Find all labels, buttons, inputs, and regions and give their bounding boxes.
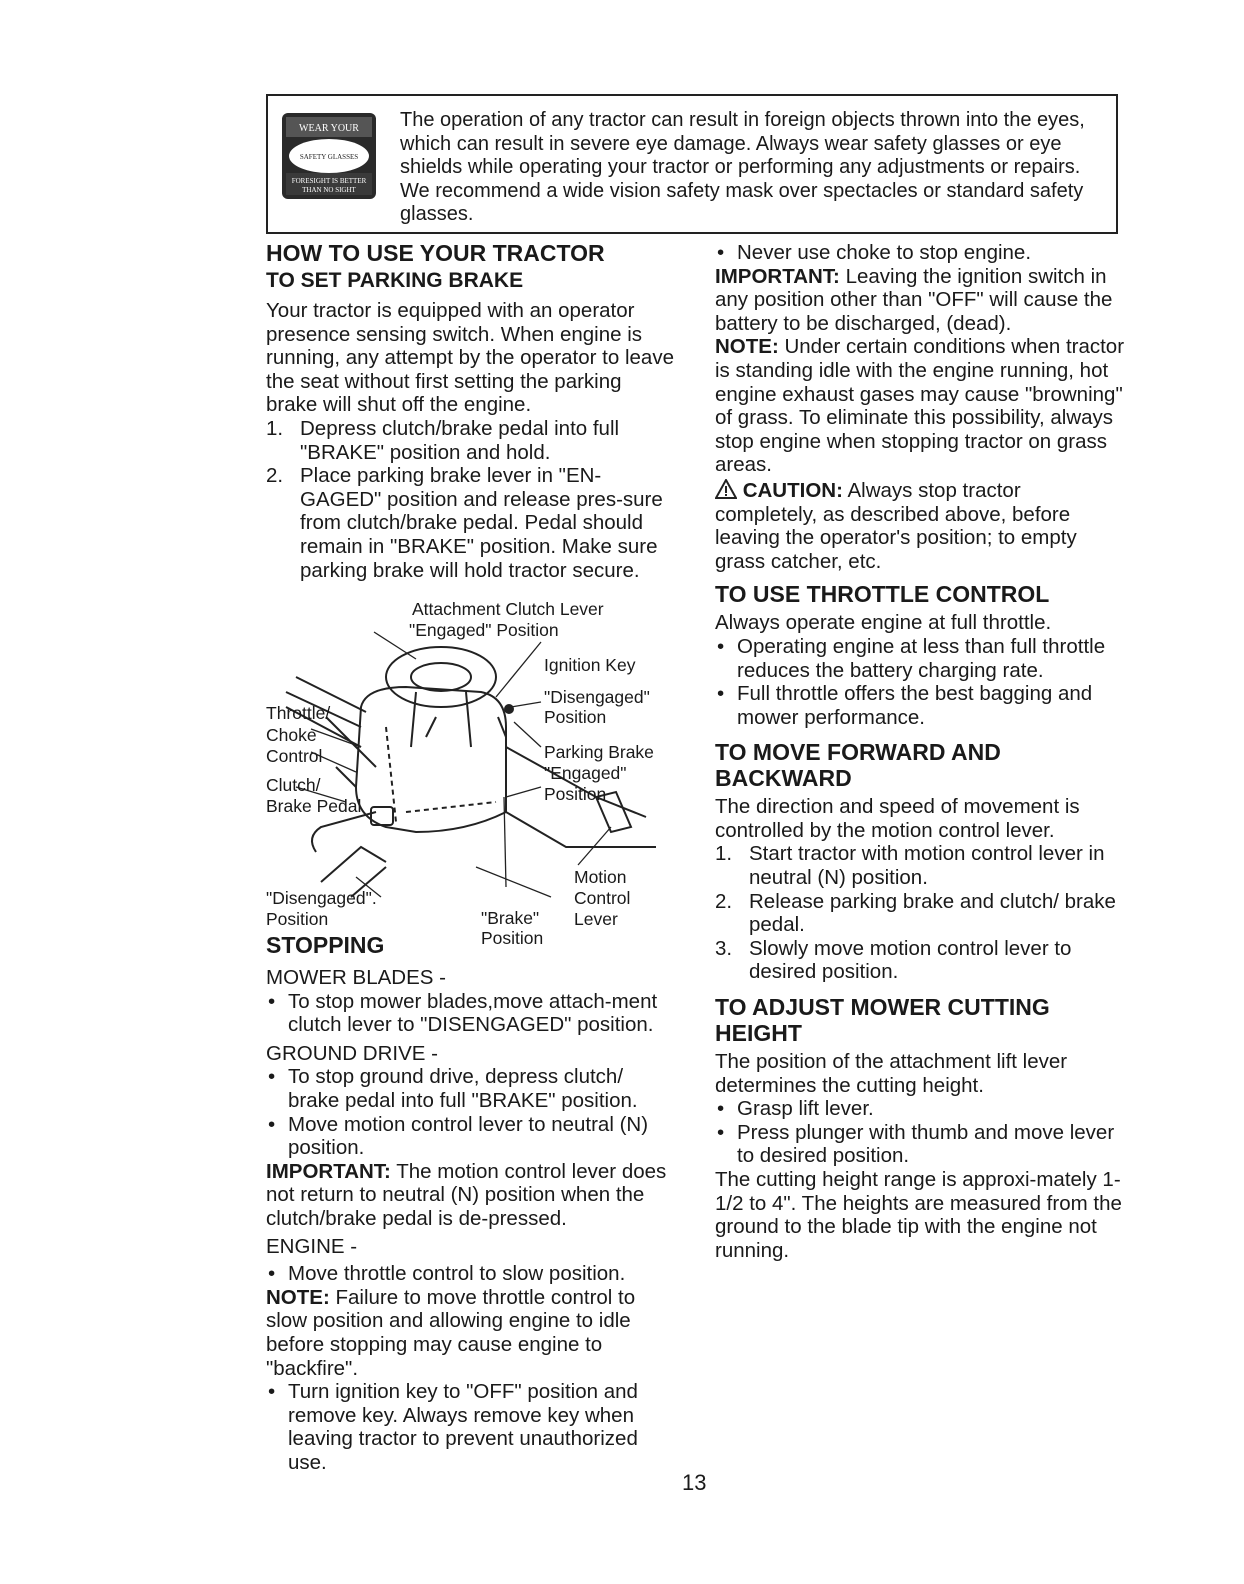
label-throttle: Throttle/ <box>266 703 331 723</box>
parking-brake-heading: TO SET PARKING BRAKE <box>266 269 524 292</box>
label-engaged: "Engaged" <box>544 763 627 783</box>
bullet-text: Turn ignition key to "OFF" position and remove key. Always remove key when leaving tractor to prevent unauthorized use. <box>288 1380 638 1474</box>
note-block <box>715 335 1125 477</box>
bullet-dot: • <box>717 682 725 706</box>
important-text: The motion control lever does not return to neutral (N) position when the clutch/brake pedal is de-pressed. <box>266 1159 667 1230</box>
parking-step <box>266 417 676 464</box>
bullet-dot: • <box>268 1065 276 1089</box>
label-position: Position <box>481 928 544 948</box>
label-brake-pedal: Brake Pedal <box>266 796 362 816</box>
label-position: Position <box>266 909 329 929</box>
important-note <box>266 1160 676 1231</box>
engine-label: ENGINE - <box>266 1234 358 1258</box>
parking-intro: Your tractor is equipped with an operator presence sensing switch. When engine is running, any attempt by the operator to leave the seat without first setting the parking brake will shut off the engine. <box>266 299 674 417</box>
bullet-dot: • <box>717 634 725 658</box>
warning-text-block <box>400 109 1100 227</box>
bullet-item <box>266 1065 676 1112</box>
page-number: 13 <box>682 1470 707 1495</box>
badge-line-3: FORESIGHT IS BETTER <box>291 177 367 185</box>
stopping-heading: STOPPING <box>266 932 385 958</box>
label-disengaged-2: "Disengaged". <box>266 888 377 908</box>
note-text: Failure to move throttle control to slow position and allowing engine to idle before stopping may cause engine to "backfire". <box>266 1285 636 1380</box>
bullet-text: Move throttle control to slow position. <box>288 1262 626 1286</box>
caution-text: Always stop tractor completely, as described above, before leaving the operator's position; to empty grass catcher, etc. <box>715 478 1077 573</box>
bullet-item <box>715 682 1125 729</box>
step-text: Place parking brake lever in "EN-GAGED" position and release pres-sure from clutch/brake pedal. Pedal should remain in "BRAKE" position. Make sure parking brake will hold tractor secure. <box>300 464 663 582</box>
bullet-item <box>266 1113 676 1160</box>
label-disengaged: "Disengaged" <box>544 687 650 707</box>
bullet-dot: • <box>717 1120 725 1144</box>
parking-step <box>266 464 676 582</box>
important-label: IMPORTANT: <box>266 1159 391 1183</box>
label-position: Position <box>544 707 607 727</box>
bullet-dot: • <box>717 1097 725 1121</box>
note-label: NOTE: <box>266 1285 330 1309</box>
badge-line-4: THAN NO SIGHT <box>302 186 356 194</box>
label-position: Position <box>544 784 607 804</box>
badge-line-2: SAFETY GLASSES <box>299 153 359 161</box>
mower-blades-label: MOWER BLADES - <box>266 966 446 989</box>
tractor-controls-diagram <box>266 597 686 957</box>
bullet-text: Grasp lift lever. <box>737 1097 874 1121</box>
bullet-text: Full throttle offers the best bagging and mower performance. <box>737 682 1093 729</box>
step-number: 3. <box>715 936 733 960</box>
label-ignition-key: Ignition Key <box>544 655 636 675</box>
adjust-heading: TO ADJUST MOWER CUTTING HEIGHT <box>715 994 1050 1047</box>
bullet-text: Operating engine at less than full throttle reduces the battery charging rate. <box>737 634 1106 682</box>
step-number: 1. <box>266 416 284 440</box>
label-control: Control <box>266 746 323 766</box>
step-number: 1. <box>715 842 733 866</box>
important-label: IMPORTANT: <box>715 264 840 288</box>
label-control: Control <box>574 888 631 908</box>
throttle-intro: Always operate engine at full throttle. <box>715 611 1052 635</box>
bullet-dot: • <box>268 1262 276 1286</box>
label-attachment-clutch-lever: Attachment Clutch Lever <box>412 599 604 619</box>
step-text: Start tractor with motion control lever in neutral (N) position. <box>749 842 1105 890</box>
caution-block <box>715 479 1125 573</box>
bullet-dot: • <box>268 1380 276 1404</box>
bullet-item <box>266 1380 676 1474</box>
ground-drive-label: GROUND DRIVE - <box>266 1041 438 1065</box>
note-block <box>266 1286 676 1380</box>
right-column <box>715 241 1125 1262</box>
step-number: 2. <box>266 464 284 488</box>
label-parking-brake: Parking Brake <box>544 742 654 762</box>
adjust-intro: The position of the attachment lift lever determines the cutting height. <box>715 1050 1068 1097</box>
bullet-item <box>715 1097 1125 1121</box>
throttle-heading: TO USE THROTTLE CONTROL <box>715 581 1050 608</box>
label-brake: "Brake" <box>481 908 540 928</box>
step-text: Depress clutch/brake pedal into full "BRAKE" position and hold. <box>300 416 620 464</box>
badge-line-1: WEAR YOUR <box>299 123 359 134</box>
bullet-text: To stop ground drive, depress clutch/ brake pedal into full "BRAKE" position. <box>288 1065 638 1112</box>
bullet-item <box>266 990 676 1037</box>
note-label: NOTE: <box>715 335 779 359</box>
important-text: Leaving the ignition switch in any position other than "OFF" will cause the battery to be discharged, (dead). <box>715 264 1113 335</box>
bullet-text: Never use choke to stop engine. <box>737 241 1032 264</box>
important-note <box>715 265 1125 336</box>
label-engaged-position: "Engaged" Position <box>409 620 559 640</box>
label-choke: Choke <box>266 725 317 745</box>
bullet-item <box>266 1262 676 1286</box>
bullet-text: Move motion control lever to neutral (N) position. <box>288 1112 649 1160</box>
stopping-section <box>266 932 676 1474</box>
label-motion: Motion <box>574 867 627 887</box>
warning-text: The operation of any tractor can result in foreign objects thrown into the eyes, which can result in severe eye damage. Always wear safety glasses or eye shields while operating your tractor or performing any adjustments or repairs. We recommend a wide vision safety mask over spectacles or standard safety glasses. <box>400 109 1085 225</box>
safety-glasses-badge-icon <box>282 113 376 199</box>
bullet-item <box>715 635 1125 682</box>
bullet-dot: • <box>268 1112 276 1136</box>
safety-warning-box <box>266 94 1118 234</box>
bullet-dot: • <box>268 989 276 1013</box>
adjust-outro: The cutting height range is approxi-mately 1-1/2 to 4". The heights are measured from the ground to the blade tip with the engine not running. <box>715 1168 1122 1262</box>
step-text: Slowly move motion control lever to desired position. <box>749 936 1072 984</box>
section-title: HOW TO USE YOUR TRACTOR <box>266 240 605 266</box>
left-column <box>266 240 676 582</box>
bullet-item <box>715 241 1125 265</box>
caution-triangle-icon <box>715 479 737 499</box>
bullet-text: Press plunger with thumb and move lever to desired position. <box>737 1120 1115 1168</box>
move-intro: The direction and speed of movement is controlled by the motion control lever. <box>715 795 1080 842</box>
move-heading: TO MOVE FORWARD AND BACKWARD <box>715 739 1001 792</box>
note-text: Under certain conditions when tractor is standing idle with the engine running, hot engine exhaust gases may cause "browning" of grass. To eliminate this possibility, always stop engine when stopping tractor on grass areas. <box>715 335 1125 477</box>
label-clutch: Clutch/ <box>266 775 321 795</box>
caution-label: CAUTION: <box>742 478 843 502</box>
label-lever: Lever <box>574 909 618 929</box>
step-text: Release parking brake and clutch/ brake pedal. <box>749 889 1116 937</box>
step-number: 2. <box>715 889 733 913</box>
bullet-dot: • <box>717 241 725 264</box>
move-step <box>715 890 1125 937</box>
move-step <box>715 842 1125 889</box>
move-step <box>715 937 1125 984</box>
bullet-text: To stop mower blades,move attach-ment clutch lever to "DISENGAGED" position. <box>288 989 658 1037</box>
bullet-item <box>715 1121 1125 1168</box>
